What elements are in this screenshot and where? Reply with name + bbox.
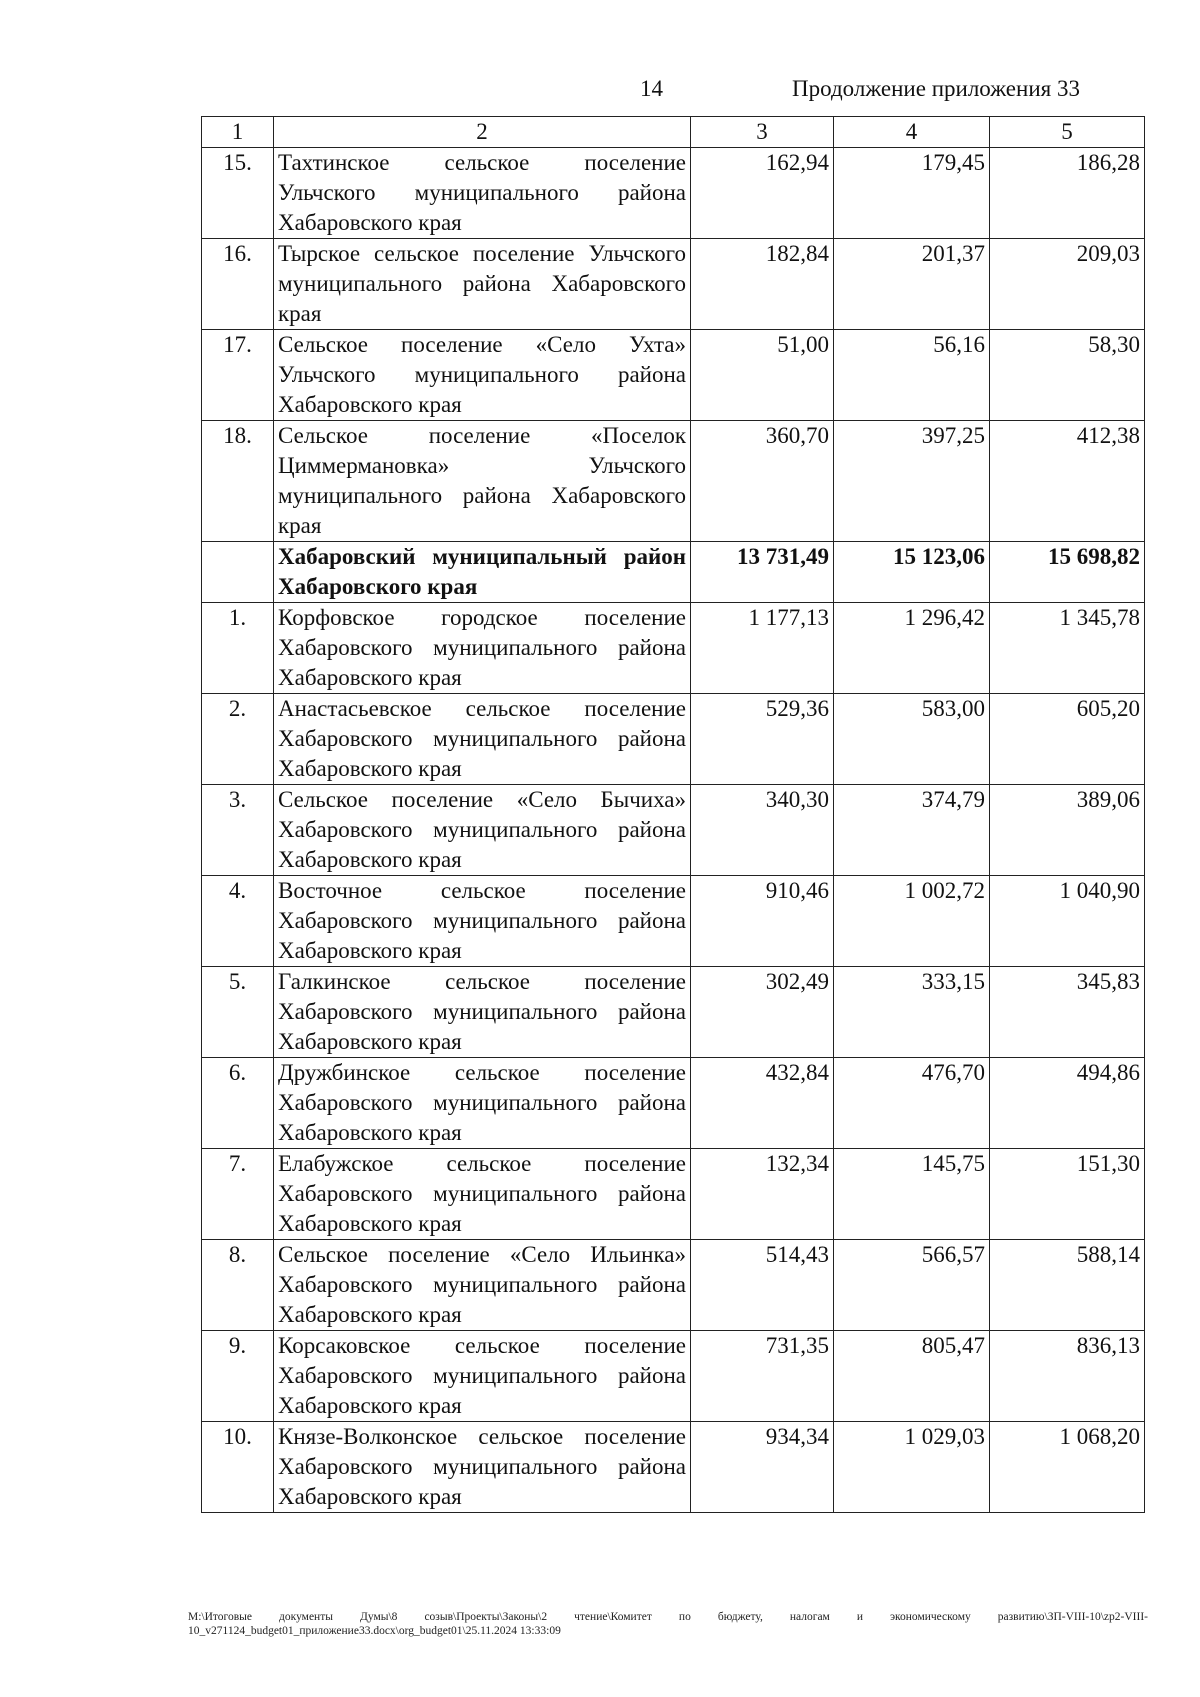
- table-row: [202, 239, 1145, 330]
- row-value-col3: 51,00: [691, 330, 834, 421]
- row-value-col3: 13 731,49: [691, 542, 834, 603]
- row-number: 6.: [202, 1058, 274, 1149]
- row-number: 9.: [202, 1331, 274, 1422]
- row-value-col5: 494,86: [990, 1058, 1145, 1149]
- row-name: Сельское поселение «Село Ухта» Ульчского муниципального района Хабаровского края: [274, 330, 691, 421]
- table-row: [202, 1058, 1145, 1149]
- row-name: Князе-Волконское сельское поселение Хабаровского муниципального района Хабаровского края: [274, 1422, 691, 1513]
- row-value-col5: 186,28: [990, 148, 1145, 239]
- row-value-col3: 1 177,13: [691, 603, 834, 694]
- row-value-col5: 209,03: [990, 239, 1145, 330]
- budget-table: [201, 116, 1145, 1513]
- table-row: [202, 421, 1145, 542]
- row-value-col5: 58,30: [990, 330, 1145, 421]
- row-value-col5: 345,83: [990, 967, 1145, 1058]
- row-value-col5: 836,13: [990, 1331, 1145, 1422]
- table-row: [202, 967, 1145, 1058]
- row-value-col3: 910,46: [691, 876, 834, 967]
- row-name: Сельское поселение «Поселок Циммермановка» Ульчского муниципального района Хабаровского края: [274, 421, 691, 542]
- row-value-col4: 805,47: [834, 1331, 990, 1422]
- row-name: Елабужское сельское поселение Хабаровского муниципального района Хабаровского края: [274, 1149, 691, 1240]
- table-row: [202, 603, 1145, 694]
- row-name: Корсаковское сельское поселение Хабаровского муниципального района Хабаровского края: [274, 1331, 691, 1422]
- row-number: 4.: [202, 876, 274, 967]
- row-value-col3: 432,84: [691, 1058, 834, 1149]
- row-number: 2.: [202, 694, 274, 785]
- row-number: 18.: [202, 421, 274, 542]
- row-value-col4: 397,25: [834, 421, 990, 542]
- table-header-row: [202, 117, 1145, 148]
- row-name: Восточное сельское поселение Хабаровского муниципального района Хабаровского края: [274, 876, 691, 967]
- table-row: [202, 1240, 1145, 1331]
- row-value-col3: 934,34: [691, 1422, 834, 1513]
- row-value-col4: 56,16: [834, 330, 990, 421]
- row-value-col5: 588,14: [990, 1240, 1145, 1331]
- row-value-col5: 389,06: [990, 785, 1145, 876]
- row-value-col5: 15 698,82: [990, 542, 1145, 603]
- row-number: 17.: [202, 330, 274, 421]
- row-name: Сельское поселение «Село Ильинка» Хабаровского муниципального района Хабаровского края: [274, 1240, 691, 1331]
- row-number: 3.: [202, 785, 274, 876]
- row-name: Анастасьевское сельское поселение Хабаровского муниципального района Хабаровского края: [274, 694, 691, 785]
- row-value-col4: 145,75: [834, 1149, 990, 1240]
- row-number: 15.: [202, 148, 274, 239]
- row-name: Корфовское городское поселение Хабаровского муниципального района Хабаровского края: [274, 603, 691, 694]
- row-name: Галкинское сельское поселение Хабаровского муниципального района Хабаровского края: [274, 967, 691, 1058]
- row-value-col4: 201,37: [834, 239, 990, 330]
- row-value-col4: 15 123,06: [834, 542, 990, 603]
- row-name: Дружбинское сельское поселение Хабаровского муниципального района Хабаровского края: [274, 1058, 691, 1149]
- row-number: 5.: [202, 967, 274, 1058]
- row-value-col3: 132,34: [691, 1149, 834, 1240]
- row-value-col4: 566,57: [834, 1240, 990, 1331]
- table-row: [202, 694, 1145, 785]
- page-number: 14: [640, 76, 663, 101]
- continuation-title: Продолжение приложения 33: [792, 76, 1080, 101]
- row-number: 16.: [202, 239, 274, 330]
- row-value-col3: 182,84: [691, 239, 834, 330]
- row-name: Сельское поселение «Село Бычиха» Хабаровского муниципального района Хабаровского края: [274, 785, 691, 876]
- row-value-col5: 1 068,20: [990, 1422, 1145, 1513]
- row-value-col5: 1 345,78: [990, 603, 1145, 694]
- row-value-col4: 333,15: [834, 967, 990, 1058]
- table-row: [202, 330, 1145, 421]
- table-row: [202, 876, 1145, 967]
- column-header: 4: [834, 117, 990, 148]
- row-value-col3: 340,30: [691, 785, 834, 876]
- row-value-col4: 374,79: [834, 785, 990, 876]
- table-row: [202, 1149, 1145, 1240]
- row-number: 7.: [202, 1149, 274, 1240]
- row-value-col5: 1 040,90: [990, 876, 1145, 967]
- row-value-col4: 583,00: [834, 694, 990, 785]
- row-value-col4: 179,45: [834, 148, 990, 239]
- footer-file-path: М:\Итоговые документы Думы\8 созыв\Проекты\Законы\2 чтение\Комитет по бюджету, налогам и экономическому развитию\ЗП-VIII-10\zp2-VIII-10_v271124_budget01_приложение33.docx\org_budget01\25.11.2024 13:33:09: [188, 1611, 1148, 1637]
- row-number: 8.: [202, 1240, 274, 1331]
- row-value-col5: 151,30: [990, 1149, 1145, 1240]
- column-header: 3: [691, 117, 834, 148]
- row-name: Хабаровский муниципальный район Хабаровского края: [274, 542, 691, 603]
- row-value-col3: 360,70: [691, 421, 834, 542]
- row-value-col5: 412,38: [990, 421, 1145, 542]
- row-value-col5: 605,20: [990, 694, 1145, 785]
- row-value-col3: 302,49: [691, 967, 834, 1058]
- column-header: 1: [202, 117, 274, 148]
- column-header: 5: [990, 117, 1145, 148]
- column-header: 2: [274, 117, 691, 148]
- table-row: [202, 785, 1145, 876]
- row-number: 10.: [202, 1422, 274, 1513]
- row-value-col4: 1 296,42: [834, 603, 990, 694]
- row-value-col3: 731,35: [691, 1331, 834, 1422]
- row-number: [202, 542, 274, 603]
- table-row: [202, 1422, 1145, 1513]
- table-row: [202, 542, 1145, 603]
- row-value-col3: 162,94: [691, 148, 834, 239]
- row-value-col3: 514,43: [691, 1240, 834, 1331]
- table-row: [202, 1331, 1145, 1422]
- table-row: [202, 148, 1145, 239]
- row-value-col4: 476,70: [834, 1058, 990, 1149]
- row-value-col4: 1 029,03: [834, 1422, 990, 1513]
- row-name: Тахтинское сельское поселение Ульчского муниципального района Хабаровского края: [274, 148, 691, 239]
- row-name: Тырское сельское поселение Ульчского муниципального района Хабаровского края: [274, 239, 691, 330]
- row-number: 1.: [202, 603, 274, 694]
- row-value-col4: 1 002,72: [834, 876, 990, 967]
- row-value-col3: 529,36: [691, 694, 834, 785]
